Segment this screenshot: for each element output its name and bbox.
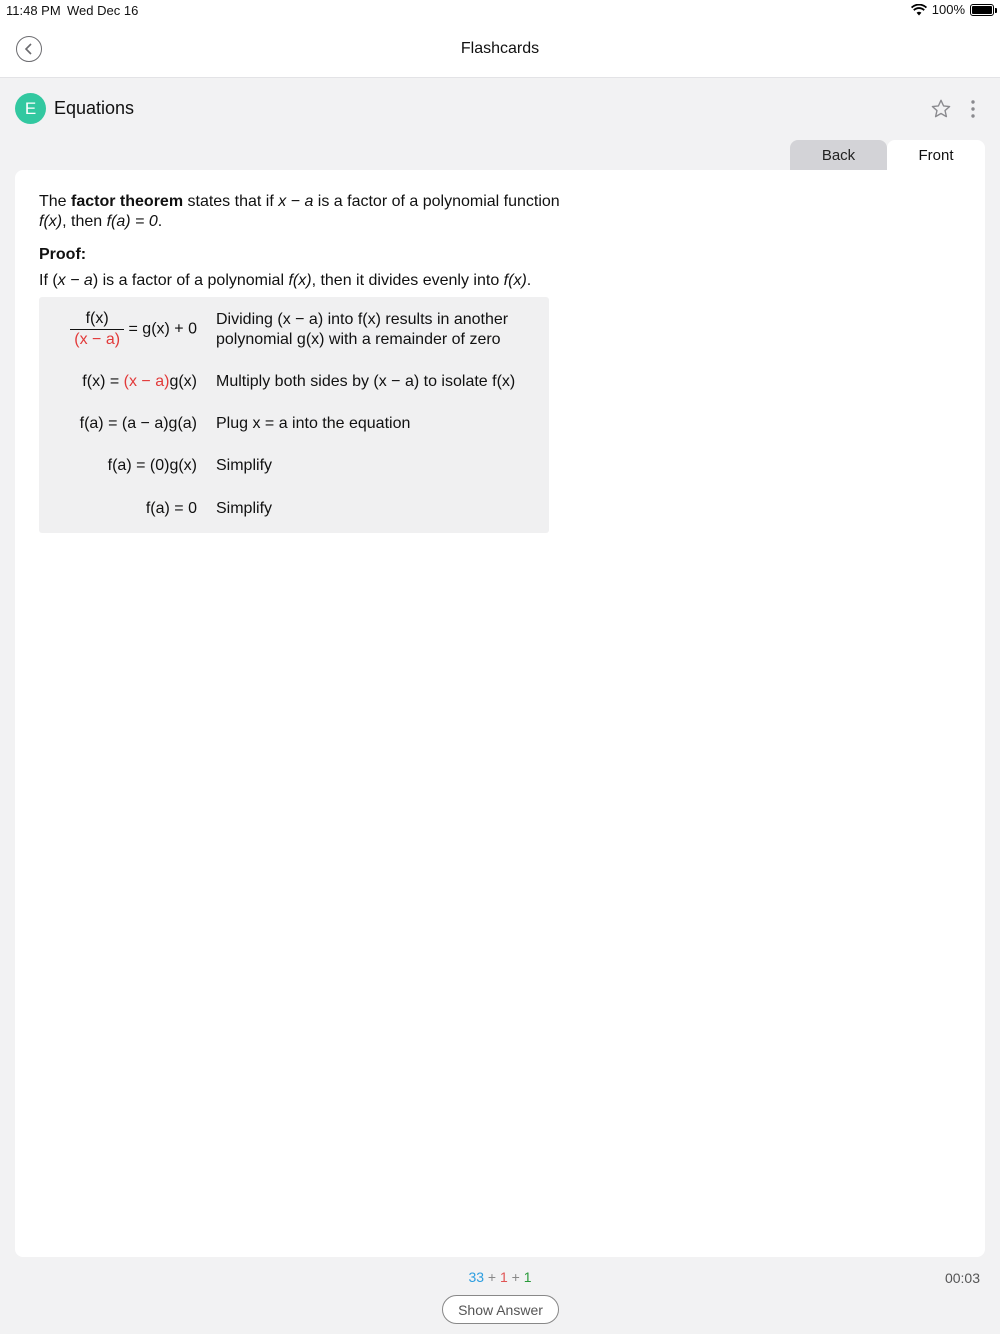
step-description: Plug x = a into the equation <box>216 415 411 432</box>
more-options-icon[interactable] <box>966 99 980 119</box>
theorem-statement: The factor theorem states that if x − a is a factor of a polynomial function f(x), then f(a) = 0. <box>39 193 560 230</box>
deck-avatar: E <box>15 93 46 124</box>
status-bar <box>0 0 1000 22</box>
proof-steps-table <box>39 297 549 533</box>
card-counts: 33 + 1 + 1 <box>468 1269 532 1285</box>
step-equation: f(a) = (a − a)g(a) <box>79 415 197 432</box>
status-date: Wed Dec 16 <box>67 3 139 18</box>
step-description: Multiply both sides by (x − a) to isolate f(x) <box>216 373 516 390</box>
page-title: Flashcards <box>460 40 540 57</box>
nav-bar <box>0 22 1000 78</box>
battery-icon <box>970 4 994 16</box>
new-count: 33 <box>468 1269 485 1285</box>
step-description: Simplify <box>216 457 273 474</box>
step-description: Dividing (x − a) into f(x) results in another polynomial g(x) with a remainder of zero <box>216 311 509 348</box>
card-content <box>39 192 579 297</box>
fraction: $\frac{f(x)}{(x - a)}$ <box>70 309 124 350</box>
status-time: 11:48 PM <box>6 3 61 18</box>
tab-front[interactable]: Front <box>887 140 985 170</box>
flashcard <box>15 170 985 1257</box>
learn-count: 1 <box>499 1269 508 1285</box>
wifi-icon <box>911 4 927 16</box>
review-count: 1 <box>523 1269 532 1285</box>
tab-back[interactable]: Back <box>790 140 887 170</box>
status-right <box>911 2 994 17</box>
step-equation: f(a) = (0)g(x) <box>107 457 197 474</box>
star-icon[interactable] <box>930 98 952 120</box>
step-equation: $\frac{f(x)}{(x - a)}$ = g(x) + 0 <box>70 309 197 350</box>
show-answer-button[interactable]: Show Answer <box>442 1295 559 1324</box>
proof-heading: Proof: <box>39 246 87 263</box>
deck-name: Equations <box>54 98 135 118</box>
battery-percent: 100% <box>931 2 965 17</box>
theorem-name: factor theorem <box>71 193 184 210</box>
step-equation: f(a) = 0 <box>145 500 197 517</box>
timer: 00:03 <box>944 1270 980 1286</box>
deck-header <box>0 79 1000 139</box>
step-equation: f(x) = (x − a)g(x) <box>82 373 197 390</box>
proof-intro: If (x − a) is a factor of a polynomial f(x), then it divides evenly into f(x). <box>39 272 532 289</box>
step-description: Simplify <box>216 500 273 517</box>
